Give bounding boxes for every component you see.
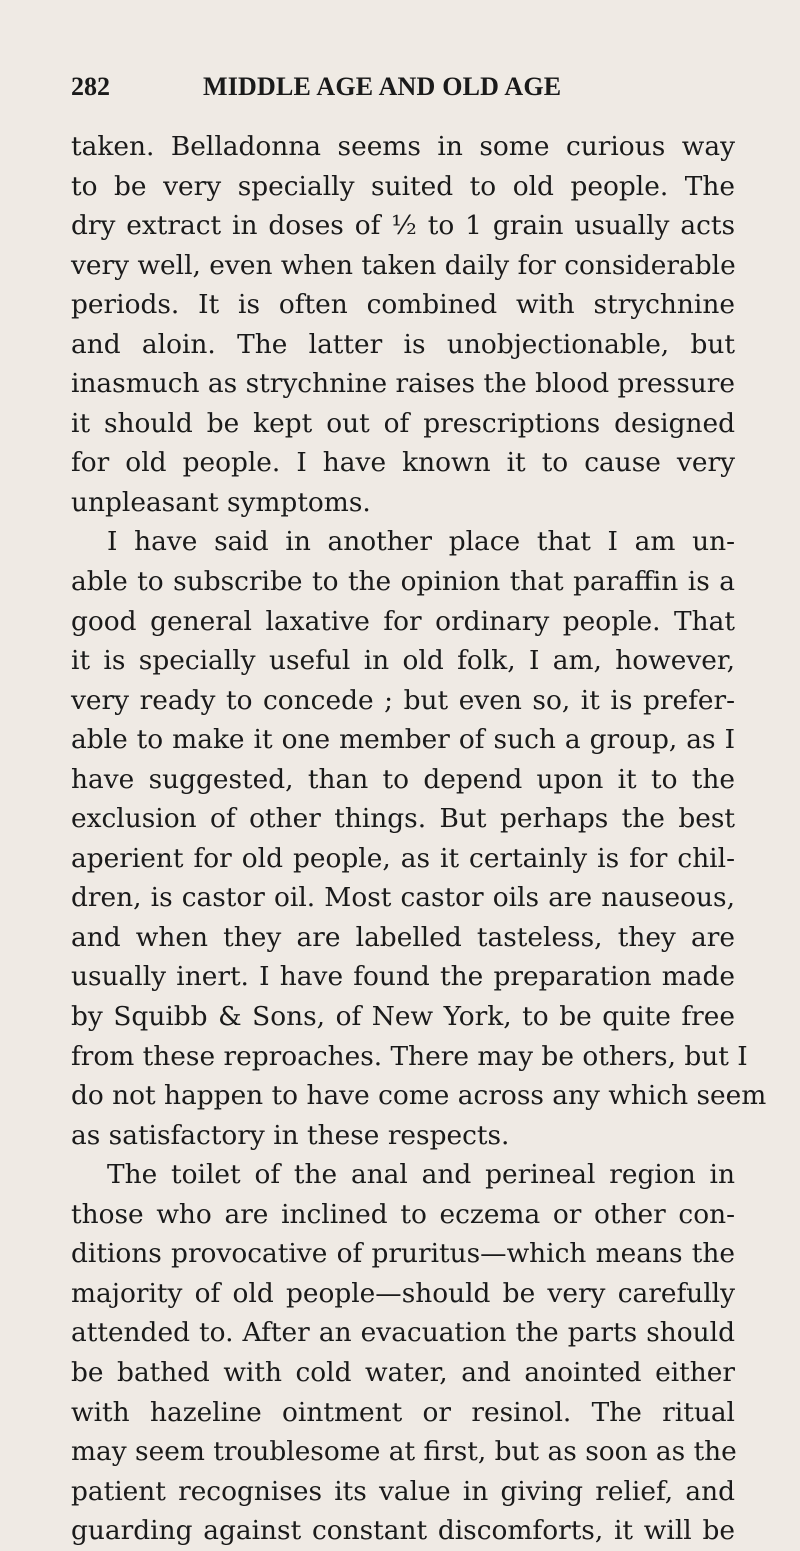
text-line: exclusion of other things. But perhaps the best	[71, 803, 735, 835]
body-text	[71, 127, 767, 1551]
text-line: able to subscribe to the opinion that paraffin is a	[71, 566, 735, 598]
text-line: dren, is castor oil. Most castor oils are nauseous,	[71, 882, 735, 914]
text-line: it should be kept out of prescriptions designed	[71, 407, 735, 439]
paragraph-start-line: I have said in another place that I am un-	[107, 526, 735, 558]
page-number: 282	[71, 72, 110, 101]
text-line: from these reproaches. There may be others, but I	[71, 1040, 748, 1072]
text-line: for old people. I have known it to cause very	[71, 447, 735, 479]
text-line: able to make it one member of such a group, as I	[71, 724, 735, 756]
text-line: be bathed with cold water, and anointed either	[71, 1356, 735, 1388]
text-line: and aloin. The latter is unobjectionable, but	[71, 328, 735, 360]
text-line: periods. It is often combined with strychnine	[71, 289, 735, 321]
text-line: and when they are labelled tasteless, they are	[71, 921, 735, 953]
text-line: have suggested, than to depend upon it to the	[71, 763, 735, 795]
text-line: majority of old people—should be very carefully	[71, 1277, 735, 1309]
text-line: as satisfactory in these respects.	[71, 1119, 510, 1151]
text-line: good general laxative for ordinary people. That	[71, 605, 735, 637]
text-line: do not happen to have come across any which seem	[71, 1080, 767, 1112]
text-line: those who are inclined to eczema or other con-	[71, 1198, 735, 1230]
text-line: may seem troublesome at first, but as soon as the	[71, 1436, 737, 1468]
text-line: very ready to concede ; but even so, it is prefer-	[71, 684, 735, 716]
text-line: guarding against constant discomforts, it will be	[71, 1515, 735, 1547]
text-line: to be very specially suited to old people. The	[71, 170, 735, 202]
text-line: taken. Belladonna seems in some curious way	[71, 131, 735, 162]
text-line: patient recognises its value in giving relief, and	[71, 1475, 735, 1507]
paragraph-start-line: The toilet of the anal and perineal region in	[107, 1159, 735, 1191]
page-header	[71, 68, 735, 106]
text-line: attended to. After an evacuation the parts should	[71, 1317, 735, 1349]
text-line: it is specially useful in old folk, I am, however,	[71, 645, 735, 677]
text-line: ditions provocative of pruritus—which means the	[71, 1238, 735, 1270]
text-line: aperient for old people, as it certainly is for chil-	[71, 842, 735, 874]
text-line: unpleasant symptoms.	[71, 486, 371, 518]
text-line: with hazeline ointment or resinol. The ritual	[71, 1396, 735, 1428]
text-line: dry extract in doses of ½ to 1 grain usually acts	[71, 210, 735, 242]
running-title: MIDDLE AGE AND OLD AGE	[203, 72, 562, 101]
text-line: inasmuch as strychnine raises the blood pressure	[71, 368, 735, 400]
text-line: by Squibb & Sons, of New York, to be quite free	[71, 1001, 735, 1033]
text-line: very well, even when taken daily for considerable	[71, 249, 736, 281]
text-line: usually inert. I have found the preparation made	[71, 961, 735, 993]
